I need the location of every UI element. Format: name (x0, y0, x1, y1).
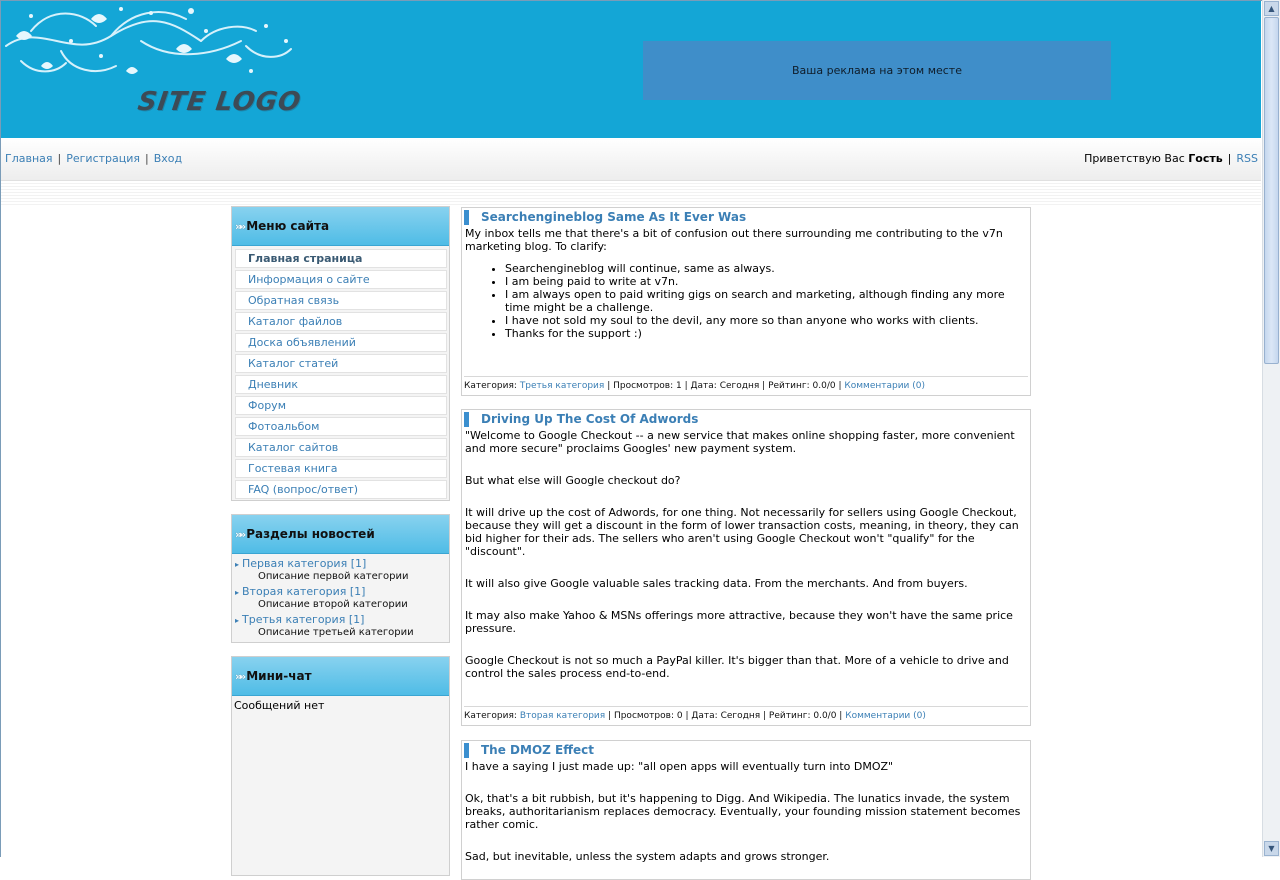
nav-link-login[interactable]: Вход (153, 152, 183, 165)
site-menu-header (232, 207, 449, 246)
nav-link-register[interactable]: Регистрация (66, 152, 140, 165)
mini-chat-title: Мини-чат (246, 669, 312, 683)
menu-item-board[interactable]: Доска объявлений (235, 333, 447, 352)
site-menu-title: Меню сайта (246, 219, 330, 233)
top-navbar (1, 138, 1261, 181)
vertical-scrollbar[interactable] (1262, 0, 1280, 857)
post-body (462, 758, 1030, 863)
post-date: Сегодня (719, 381, 760, 391)
greeting-text: Приветствую Вас (1084, 152, 1185, 165)
category-description: Описание первой категории (258, 571, 409, 582)
nav-separator: | (57, 152, 62, 165)
rss-link[interactable]: RSS (1236, 152, 1258, 165)
post-paragraph: It will also give Google valuable sales tracking data. From the merchants. And from buyers. (465, 577, 968, 590)
post-meta: Категория: Вторая категория | Просмотров: 0 | Дата: Сегодня | Рейтинг: 0.0/0 | Комментарии (0) (464, 706, 1028, 721)
post-paragraph: "Welcome to Google Checkout -- a new service that makes online shopping faster, more convenient and more secure" proclaims Googles' new payment system. (465, 429, 1015, 455)
meta-label: Просмотров: (613, 711, 674, 721)
category-link[interactable]: Вторая категория (242, 585, 347, 598)
menu-item-faq[interactable]: FAQ (вопрос/ответ) (235, 480, 447, 499)
meta-label: Категория: (464, 381, 517, 391)
mini-chat-header (232, 657, 449, 696)
post-meta: Категория: Третья категория | Просмотров: 1 | Дата: Сегодня | Рейтинг: 0.0/0 | Комментарии (0) (464, 376, 1028, 391)
post-views: 0 (676, 711, 683, 721)
list-item: • I am being paid to write at v7n. (505, 275, 1027, 288)
post-comments-link[interactable]: Комментарии (0) (845, 711, 926, 721)
post-paragraph: Ok, that's a bit rubbish, but it's happening to Digg. And Wikipedia. The lunatics invade, the system breaks, authoritarianism replaces democracy. Eventually, your founding mission statement becomes rather comic. (465, 792, 1021, 831)
news-post (461, 409, 1031, 726)
post-title[interactable]: The DMOZ Effect (464, 743, 1030, 758)
post-comments-link[interactable]: Комментарии (0) (844, 381, 926, 391)
list-item: • Thanks for the support :) (505, 327, 1027, 340)
post-views: 1 (676, 381, 682, 391)
greeting-user: Гость (1188, 152, 1223, 165)
scroll-up-arrow-icon[interactable]: ▲ (1264, 1, 1279, 16)
post-body (462, 427, 1030, 680)
menu-item-guestbook[interactable]: Гостевая книга (235, 459, 447, 478)
news-post (461, 207, 1031, 396)
post-paragraph: But what else will Google checkout do? (465, 474, 681, 487)
scroll-down-arrow-icon[interactable]: ▼ (1264, 841, 1279, 856)
list-item: • I have not sold my soul to the devil, any more so than anyone who works with clients. (505, 314, 1027, 327)
double-chevron-icon: »» (235, 669, 244, 683)
mini-chat-empty: Сообщений нет (234, 699, 325, 712)
category-count[interactable]: [1] (349, 585, 366, 598)
post-paragraph: Sad, but inevitable, unless the system adapts and grows stronger. (465, 850, 830, 863)
post-bullet-list (465, 262, 1027, 340)
site-menu-block (231, 206, 450, 501)
news-sections-header (232, 515, 449, 554)
menu-item-articles[interactable]: Каталог статей (235, 354, 447, 373)
post-paragraph: Google Checkout is not so much a PayPal killer. It's bigger than that. More of a vehicle to drive and control the sales process end-to-end. (465, 654, 1009, 680)
category-description: Описание второй категории (258, 599, 408, 610)
menu-item-photo[interactable]: Фотоальбом (235, 417, 447, 436)
nav-separator: | (1227, 152, 1232, 165)
mini-chat-block (231, 656, 450, 876)
site-header (1, 1, 1261, 138)
post-date: Сегодня (720, 711, 761, 721)
post-paragraph: My inbox tells me that there's a bit of confusion out there surrounding me contributing to the v7n marketing blog. To clarify: (465, 227, 1003, 253)
nav-links (5, 152, 182, 165)
ad-banner-text: Ваша реклама на этом месте (792, 64, 962, 77)
site-menu-list (232, 246, 449, 499)
nav-separator: | (145, 152, 149, 165)
category-item (232, 557, 449, 582)
category-count[interactable]: [1] (350, 557, 367, 570)
post-paragraph: It will drive up the cost of Adwords, for one thing. Not necessarily for sellers using Google Checkout, because they will get a discount in the form of lower transaction costs, meaning, in theory, they can bid higher for their ads. The sellers who aren't using Google Checkout won't "qualify" for the "discount". (465, 506, 1019, 558)
category-link[interactable]: Первая категория (242, 557, 348, 570)
header-stripe (1, 181, 1261, 205)
user-greeting (1084, 152, 1258, 165)
floral-ornament-icon (1, 1, 301, 91)
category-list (232, 557, 449, 638)
site-logo[interactable]: SITE LOGO (135, 87, 304, 117)
menu-item-feedback[interactable]: Обратная связь (235, 291, 447, 310)
post-title[interactable]: Driving Up The Cost Of Adwords (464, 412, 1030, 427)
post-category-link[interactable]: Вторая категория (519, 711, 606, 721)
double-chevron-icon: »» (235, 219, 244, 233)
double-chevron-icon: »» (235, 527, 244, 541)
category-link[interactable]: Третья категория (242, 613, 346, 626)
menu-item-forum[interactable]: Форум (235, 396, 447, 415)
post-category-link[interactable]: Третья категория (519, 381, 605, 391)
meta-label: Категория: (464, 711, 517, 721)
news-sections-block (231, 514, 450, 643)
menu-item-sites[interactable]: Каталог сайтов (235, 438, 447, 457)
list-item: • I am always open to paid writing gigs on search and marketing, although finding any more time might be a challenge. (505, 288, 1027, 314)
news-post (461, 740, 1031, 880)
scrollbar-thumb[interactable] (1264, 17, 1279, 364)
category-count[interactable]: [1] (348, 613, 365, 626)
list-item: • Searchengineblog will continue, same as always. (505, 262, 1027, 275)
post-title[interactable]: Searchengineblog Same As It Ever Was (464, 210, 1030, 225)
arrow-right-icon: ▸ (235, 588, 240, 597)
menu-item-files[interactable]: Каталог файлов (235, 312, 447, 331)
post-rating: 0.0/0 (812, 381, 836, 391)
meta-label: Рейтинг: (768, 711, 811, 721)
category-item (232, 613, 449, 638)
menu-item-home[interactable]: Главная страница (235, 249, 447, 268)
post-body (462, 225, 1030, 340)
nav-link-home[interactable]: Главная (5, 152, 53, 165)
ad-banner[interactable] (643, 41, 1111, 100)
post-paragraph: It may also make Yahoo & MSNs offerings more attractive, because they won't have the same price pressure. (465, 609, 1013, 635)
post-paragraph: I have a saying I just made up: "all open apps will eventually turn into DMOZ" (465, 760, 894, 773)
meta-label: Просмотров: (613, 381, 674, 391)
category-description: Описание третьей категории (258, 627, 414, 638)
menu-item-diary[interactable]: Дневник (235, 375, 447, 394)
news-sections-title: Разделы новостей (246, 527, 375, 541)
arrow-right-icon: ▸ (235, 560, 240, 569)
arrow-right-icon: ▸ (235, 616, 240, 625)
menu-item-about[interactable]: Информация о сайте (235, 270, 447, 289)
post-rating: 0.0/0 (813, 711, 837, 721)
meta-label: Рейтинг: (768, 381, 810, 391)
category-item (232, 585, 449, 610)
meta-label: Дата: (691, 711, 718, 721)
meta-label: Дата: (690, 381, 717, 391)
